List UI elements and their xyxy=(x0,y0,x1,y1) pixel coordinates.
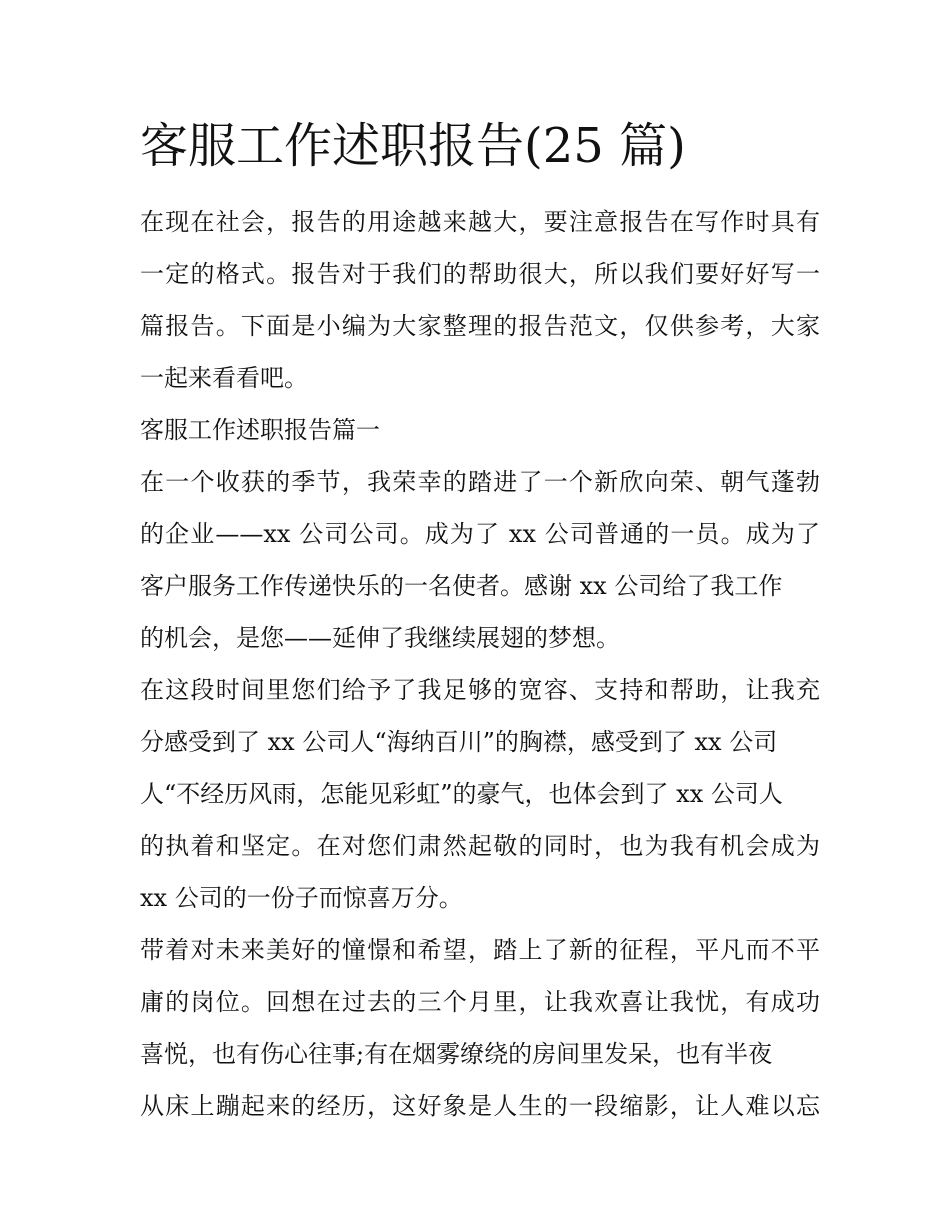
body-line: 一定的格式。报告对于我们的帮助很大，所以我们要好好写一 xyxy=(140,260,820,288)
body-line: xx 公司的一份子而惊喜万分。 xyxy=(140,884,463,912)
body-line: 从床上蹦起来的经历，这好象是人生的一段缩影，让人难以忘 xyxy=(140,1092,820,1120)
body-line: 在一个收获的季节，我荣幸的踏进了一个新欣向荣、朝气蓬勃 xyxy=(140,468,820,496)
body-line: 带着对未来美好的憧憬和希望，踏上了新的征程，平凡而不平 xyxy=(140,936,820,964)
body-line: 在这段时间里您们给予了我足够的宽容、支持和帮助，让我充 xyxy=(140,676,820,704)
body-line: 客户服务工作传递快乐的一名使者。感谢 xx 公司给了我工作 xyxy=(140,572,783,600)
body-line: 喜悦，也有伤心往事;有在烟雾缭绕的房间里发呆，也有半夜 xyxy=(140,1040,773,1068)
body-line: 一起来看看吧。 xyxy=(140,364,308,392)
body-line: 的企业——xx 公司公司。成为了 xx 公司普通的一员。成为了 xyxy=(140,520,820,548)
body-line: 的机会，是您——延伸了我继续展翅的梦想。 xyxy=(140,624,620,652)
document-title: 客服工作述职报告(25 篇) xyxy=(140,118,686,174)
body-line: 篇报告。下面是小编为大家整理的报告范文，仅供参考，大家 xyxy=(140,312,820,340)
body-line: 的执着和坚定。在对您们肃然起敬的同时，也为我有机会成为 xyxy=(140,832,820,860)
body-line: 人“不经历风雨，怎能见彩虹”的豪气，也体会到了 xx 公司人 xyxy=(140,780,783,808)
section-heading: 客服工作述职报告篇一 xyxy=(140,416,380,444)
body-line: 分感受到了 xx 公司人“海纳百川”的胸襟，感受到了 xx 公司 xyxy=(140,728,778,756)
document-body xyxy=(140,196,820,1132)
body-line: 在现在社会，报告的用途越来越大，要注意报告在写作时具有 xyxy=(140,208,820,236)
body-line: 庸的岗位。回想在过去的三个月里，让我欢喜让我忧，有成功 xyxy=(140,988,820,1016)
